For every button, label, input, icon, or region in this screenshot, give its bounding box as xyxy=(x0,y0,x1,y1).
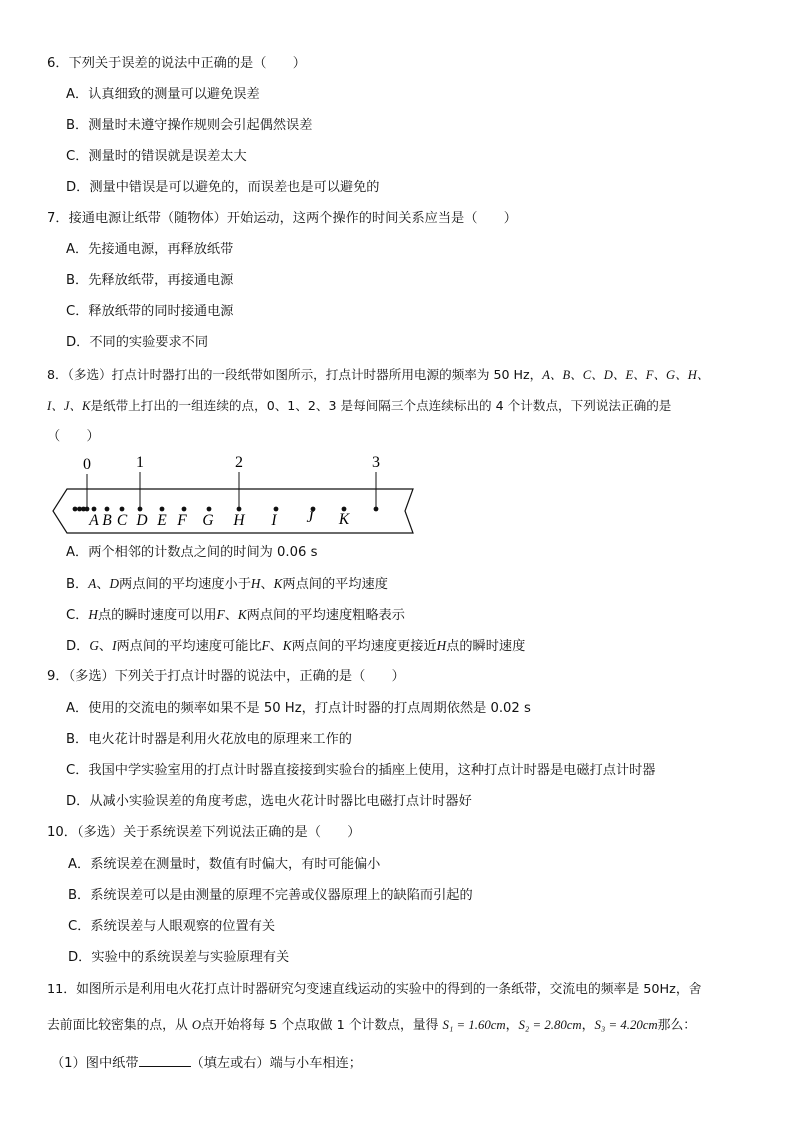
answer-blank[interactable] xyxy=(139,1054,191,1067)
text-seg: 、 xyxy=(98,639,113,654)
lettered-dots xyxy=(92,507,379,512)
separator: ， xyxy=(505,1018,519,1033)
q6-stem: 6．下列关于误差的说法中正确的是（ ） xyxy=(47,56,306,71)
q7-option-b: B．先释放纸带，再接通电源 xyxy=(66,273,234,288)
q8-option-c xyxy=(66,606,405,625)
q11-sub1-text: （1）图中纸带 xyxy=(51,1056,139,1071)
q6-option-c: C．测量时的错误就是误差太大 xyxy=(66,149,247,164)
count-point-2 xyxy=(235,454,243,508)
text-seg: 点的瞬时速度 xyxy=(446,639,526,654)
dot-label-h: H xyxy=(233,512,245,529)
count-label-2: 2 xyxy=(235,454,243,471)
point-k: K xyxy=(237,607,247,622)
q9-stem: 9．（多选）下列关于打点计时器的说法中，正确的是（ ） xyxy=(47,669,405,684)
tape-dot-e xyxy=(160,507,165,512)
dot-label-d: D xyxy=(136,512,148,529)
text-seg: 两点间的平均速度小于 xyxy=(119,577,251,592)
q10-option-a: A．系统误差在测量时，数值有时偏大，有时可能偏小 xyxy=(68,857,381,872)
q8-stem-line1-text: 8．（多选）打点计时器打出的一段纸带如图所示，打点计时器所用电源的频率为 50 Hz， xyxy=(47,367,543,382)
q10-option-d: D．实验中的系统误差与实验原理有关 xyxy=(68,950,290,965)
q6-option-b: B．测量时未遵守操作规则会引起偶然误差 xyxy=(66,118,313,133)
point-h: H xyxy=(436,638,447,653)
tape-dot-c xyxy=(120,507,125,512)
text-seg: 两点间的平均速度可能比 xyxy=(116,639,262,654)
q8-stem-line2-text: 是纸带上打出的一组连续的点，0、1、2、3 是每间隔三个点连续标出的 4 个计数点，下列说法正确的是 xyxy=(90,398,672,413)
dot-label-i: I xyxy=(271,512,277,529)
tape-dot-f xyxy=(182,507,187,512)
q8-option-b xyxy=(66,575,388,594)
q8-stem-point-labels-2: I、J、K xyxy=(47,399,91,413)
tape-dot-i xyxy=(274,507,279,512)
point-k: K xyxy=(273,576,283,591)
text-seg: 、 xyxy=(224,608,238,623)
text-seg: 两点间的平均速度 xyxy=(282,577,388,592)
q6-option-d: D．测量中错误是可以避免的，而误差也是可以避免的 xyxy=(66,180,380,195)
point-h: H xyxy=(250,576,261,591)
count-label-0: 0 xyxy=(83,456,91,473)
text-seg: 两点间的平均速度粗略表示 xyxy=(246,608,405,623)
s3-measurement: S₃ = 4.20cm xyxy=(594,1018,658,1032)
dot-label-a: A xyxy=(89,512,99,529)
point-f: F xyxy=(261,638,270,653)
separator: ， xyxy=(581,1018,595,1033)
q8-stem-line3: （ ） xyxy=(47,429,100,444)
dot-label-f: F xyxy=(177,512,187,529)
q8-stem-line2 xyxy=(47,397,671,415)
point-a: A xyxy=(88,576,97,591)
q7-option-c: C．释放纸带的同时接通电源 xyxy=(66,304,234,319)
q8-option-d xyxy=(66,637,525,656)
count-point-3 xyxy=(372,454,380,508)
text-seg: 点的瞬时速度可以用 xyxy=(97,608,217,623)
count-point-1 xyxy=(136,454,144,508)
q11-line2-tail: 那么： xyxy=(657,1018,697,1033)
s2-measurement: S₂ = 2.80cm xyxy=(518,1018,582,1032)
s1-measurement: S₁ = 1.60cm xyxy=(442,1018,506,1032)
point-h: H xyxy=(88,607,98,622)
q10-option-c: C．系统误差与人眼观察的位置有关 xyxy=(68,919,276,934)
q8-option-b-prefix: B． xyxy=(66,577,89,592)
point-k: K xyxy=(282,638,292,653)
q9-option-d: D．从减小实验误差的角度考虑，选电火花计时器比电磁打点计时器好 xyxy=(66,794,472,809)
q11-line2-text-b: 点开始将每 5 个点取做 1 个计数点，量得 xyxy=(201,1018,443,1033)
point-g: G xyxy=(89,638,99,653)
dot-label-k: K xyxy=(338,511,350,528)
q11-sub1-text-b: （填左或右）端与小车相连； xyxy=(190,1056,362,1071)
count-point-0 xyxy=(83,456,91,508)
tape-dot-h xyxy=(237,507,242,512)
dot-label-c: C xyxy=(116,512,128,529)
text-seg: 两点间的平均速度更接近 xyxy=(291,639,437,654)
q11-sub1 xyxy=(51,1054,362,1073)
tape-dot-a xyxy=(92,507,97,512)
count-label-1: 1 xyxy=(136,454,144,471)
dot-label-b: B xyxy=(102,512,112,529)
text-seg: 、 xyxy=(96,577,110,592)
q8-option-a: A．两个相邻的计数点之间的时间为 0.06 s xyxy=(66,545,318,560)
text-seg: 、 xyxy=(260,577,274,592)
tape-dot-d xyxy=(138,507,143,512)
tape-dot-end xyxy=(374,507,379,512)
q10-stem: 10．（多选）关于系统误差下列说法正确的是（ ） xyxy=(47,825,361,840)
dot-labels xyxy=(88,509,350,529)
q10-option-b: B．系统误差可以是由测量的原理不完善或仪器原理上的缺陷而引起的 xyxy=(68,888,473,903)
q9-option-b: B．电火花计时器是利用火花放电的原理来工作的 xyxy=(66,732,352,747)
q11-stem-line1: 11．如图所示是利用电火花打点计时器研究匀变速直线运动的实验中的得到的一条纸带，交流电的频率是 50Hz，舍 xyxy=(47,982,702,997)
q8-option-c-prefix: C． xyxy=(66,608,89,623)
q9-option-c: C．我国中学实验室用的打点计时器直接接到实验台的插座上使用，这种打点计时器是电磁打点计时器 xyxy=(66,763,656,778)
q8-option-d-prefix: D． xyxy=(66,639,90,654)
point-f: F xyxy=(216,607,225,622)
tape-dot-g xyxy=(207,507,212,512)
point-o: O xyxy=(191,1018,202,1032)
tape-dot-b xyxy=(105,507,110,512)
q11-stem-line2 xyxy=(47,1016,696,1035)
q11-line2-text: 去前面比较密集的点，从 xyxy=(47,1018,192,1033)
dot-label-g: G xyxy=(202,512,214,529)
dot-label-j: J xyxy=(306,509,314,526)
q8-stem-line1 xyxy=(47,366,709,384)
point-d: D xyxy=(109,576,120,591)
q9-option-a: A．使用的交流电的频率如果不是 50 Hz，打点计时器的打点周期依然是 0.02 s xyxy=(66,701,531,716)
tape-dot xyxy=(73,507,78,512)
q8-paper-tape-figure xyxy=(45,450,425,542)
q7-stem: 7．接通电源让纸带（随物体）开始运动，这两个操作的时间关系应当是（ ） xyxy=(47,211,517,226)
point-i: I xyxy=(112,638,117,653)
text-seg: 、 xyxy=(269,639,283,654)
dot-label-e: E xyxy=(157,512,167,529)
q7-option-a: A．先接通电源，再释放纸带 xyxy=(66,242,234,257)
q6-option-a: A．认真细致的测量可以避免误差 xyxy=(66,87,260,102)
tape-dot xyxy=(85,507,90,512)
q7-option-d: D．不同的实验要求不同 xyxy=(66,335,209,350)
q8-stem-point-labels: A、B、C、D、E、F、G、H、 xyxy=(542,368,710,382)
count-label-3: 3 xyxy=(372,454,380,471)
dense-dots xyxy=(73,507,90,512)
